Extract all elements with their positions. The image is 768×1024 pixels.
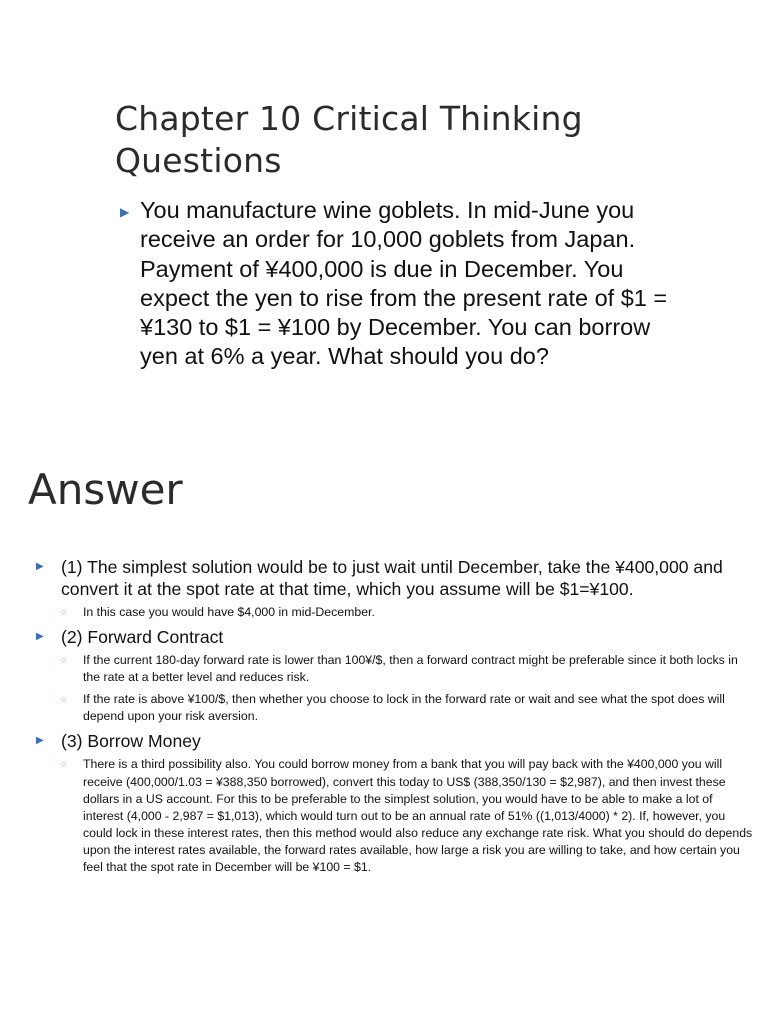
answer-list bbox=[36, 556, 756, 881]
answer-item-text: (3) Borrow Money bbox=[61, 731, 201, 752]
answer-item-text: (1) The simplest solution would be to just wait until December, take the ¥400,000 and convert it at the spot rate at that time, which you assume will be $1=¥100. bbox=[61, 557, 723, 599]
answer-subitem-text: In this case you would have $4,000 in mid-December. bbox=[83, 605, 375, 619]
triangle-bullet-icon: ▶ bbox=[36, 735, 44, 747]
answer-item-3 bbox=[36, 730, 756, 752]
ring-bullet-icon: ○ bbox=[61, 694, 67, 705]
answer-subitem bbox=[61, 756, 756, 876]
answer-item-2 bbox=[36, 626, 756, 648]
triangle-bullet-icon: ▶ bbox=[36, 631, 44, 643]
answer-subitem bbox=[61, 604, 756, 621]
answer-subitem bbox=[61, 652, 756, 686]
slide-title: Chapter 10 Critical Thinking Questions bbox=[115, 99, 583, 180]
answer-subitem bbox=[61, 691, 756, 725]
triangle-bullet-icon: ▶ bbox=[36, 561, 44, 572]
answer-subitem-text: There is a third possibility also. You could borrow money from a bank that you will pay back with the ¥400,000 you will receive (400,000/1.03 = ¥388,350 borrowed), convert this today to US$ (388,350/130 = $2,987), and then invest these dollars in a US account. For this to be preferable to the simplest solution, you would have to be able to make a lot of interest (4,000 - 2,987 = $1,013), which would turn out to be an annual rate of 51% ((1,013/4000) * 2). If, however, you could lock in these interest rates, then this method would also reduce any exchange rate risk. What you should do depends upon the interest rates available, the forward rates available, how large a risk you are willing to take, and how certain you feel that the spot rate in December will be ¥100 = $1. bbox=[83, 757, 753, 875]
answer-subitem-text: If the current 180-day forward rate is lower than 100¥/$, then a forward contract might be preferable since it both locks in the rate at a better level and reduces risk. bbox=[83, 653, 738, 685]
answer-item-text: (2) Forward Contract bbox=[61, 627, 224, 648]
answer-item-1 bbox=[36, 556, 756, 600]
ring-bullet-icon: ○ bbox=[61, 607, 67, 617]
answer-subitem-text: If the rate is above ¥100/$, then whether you choose to lock in the forward rate or wait and see what the spot does will depend upon your risk aversion. bbox=[83, 692, 725, 724]
answer-title: Answer bbox=[28, 465, 183, 514]
triangle-bullet-icon: ▶ bbox=[120, 205, 130, 219]
ring-bullet-icon: ○ bbox=[61, 655, 67, 666]
question-text: You manufacture wine goblets. In mid-June you receive an order for 10,000 goblets from Japan. Payment of ¥400,000 is due in December. You expect the yen to rise from the present rate of $1 = ¥130 to $1 = ¥100 by December. You can borrow yen at 6% a year. What should you do? bbox=[140, 197, 668, 370]
ring-bullet-icon: ○ bbox=[61, 759, 67, 770]
question-item bbox=[120, 196, 680, 372]
